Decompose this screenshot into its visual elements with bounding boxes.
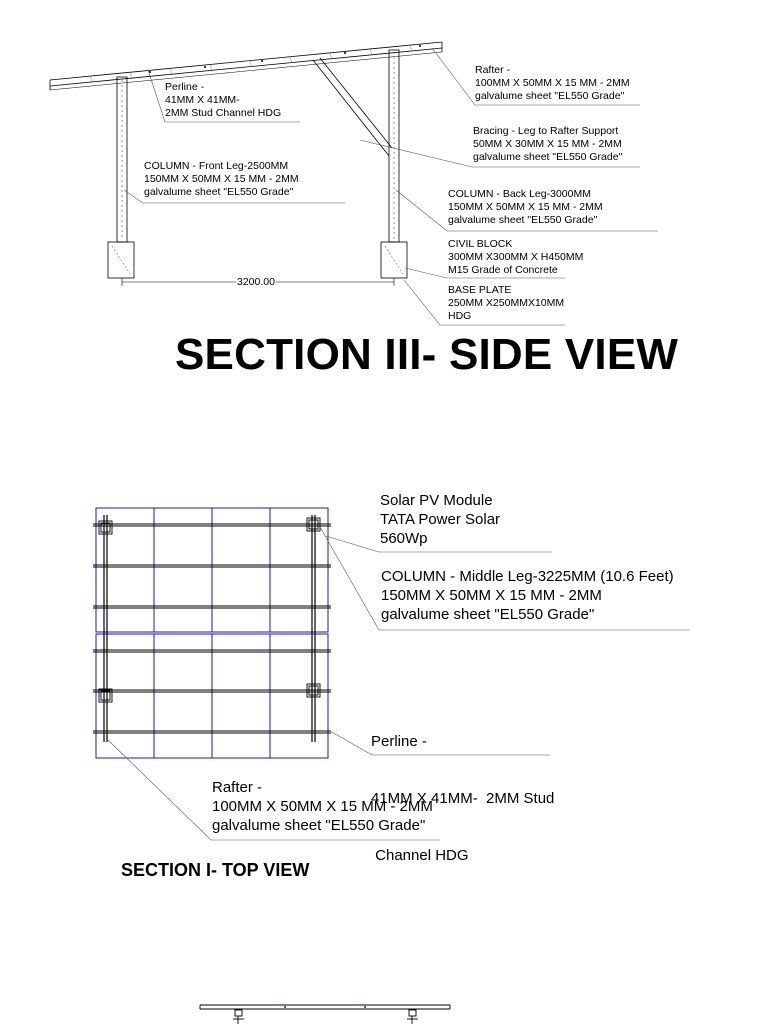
module-label xyxy=(380,491,500,548)
back-leg-label-line-3: galvalume sheet "EL550 Grade" xyxy=(448,214,598,226)
bottom-partial-structure xyxy=(200,1005,450,1024)
back-leg-label-line-2: 150MM X 50MM X 15 MM - 2MM xyxy=(448,201,603,213)
bracing-label-line-2: 50MM X 30MM X 15 MM - 2MM xyxy=(473,138,622,150)
perline-label-line-3: 2MM Stud Channel HDG xyxy=(165,107,282,119)
rafter-label-line-3: galvalume sheet "EL550 Grade" xyxy=(475,90,625,102)
front-leg-label-line-2: 150MM X 50MM X 15 MM - 2MM xyxy=(144,173,299,185)
top-perline-label-line-1: Perline - xyxy=(371,733,427,750)
perline-label-line-2: 41MM X 41MM- xyxy=(165,94,240,106)
top-perline-label-line-2: 41MM X 41MM- 2MM Stud xyxy=(371,790,555,807)
civil-block-label-line-3: M15 Grade of Concrete xyxy=(448,264,558,276)
front-leg-label xyxy=(144,160,299,199)
top-perline-label-line-3: Channel HDG xyxy=(371,847,469,864)
solar-module-grid xyxy=(96,508,328,758)
module-label-line-1: Solar PV Module xyxy=(380,492,493,509)
top-view-title: SECTION I- TOP VIEW xyxy=(121,860,310,880)
bracing-label-line-1: Bracing - Leg to Rafter Support xyxy=(473,125,619,137)
side-view-title: SECTION III- SIDE VIEW xyxy=(175,330,679,379)
rafter-label-line-2: 100MM X 50MM X 15 MM - 2MM xyxy=(475,77,630,89)
civil-block-label xyxy=(448,238,583,277)
civil-block-label-line-2: 300MM X300MM X H450MM xyxy=(448,251,584,263)
module-label-line-2: TATA Power Solar xyxy=(380,511,501,528)
top-view-structure xyxy=(93,508,331,758)
perline-label xyxy=(165,81,281,120)
bracing-member xyxy=(313,58,392,156)
top-rafter-label-line-2: 100MM X 50MM X 15 MM - 2MM xyxy=(212,798,433,815)
base-plate-label-line-1: BASE PLATE xyxy=(448,284,512,296)
top-rafter-label-line-3: galvalume sheet "EL550 Grade" xyxy=(212,817,426,834)
base-plate-label-line-2: 250MM X250MMX10MM xyxy=(448,297,565,309)
front-leg-label-line-1: COLUMN - Front Leg-2500MM xyxy=(144,160,289,172)
front-leg-label-line-3: galvalume sheet "EL550 Grade" xyxy=(144,186,294,198)
middle-leg-label-line-2: 150MM X 50MM X 15 MM - 2MM xyxy=(381,587,602,604)
base-plate-label xyxy=(448,284,564,323)
bracing-label xyxy=(473,125,622,164)
middle-leg-label xyxy=(381,567,674,624)
top-rafter-label xyxy=(212,778,433,835)
back-leg-label xyxy=(448,188,603,227)
civil-block-label-line-1: CIVIL BLOCK xyxy=(448,238,513,250)
middle-leg-label-line-1: COLUMN - Middle Leg-3225MM (10.6 Feet) xyxy=(381,568,674,585)
middle-leg-brackets xyxy=(99,518,320,702)
rafter-members xyxy=(104,515,315,742)
rafter-label xyxy=(475,64,630,103)
base-plate-label-line-3: HDG xyxy=(448,310,472,322)
perline-label-line-1: Perline - xyxy=(165,81,205,93)
middle-leg-label-line-3: galvalume sheet "EL550 Grade" xyxy=(381,606,595,623)
module-label-line-3: 560Wp xyxy=(380,530,428,547)
back-leg-label-line-1: COLUMN - Back Leg-3000MM xyxy=(448,188,591,200)
top-rafter-label-line-1: Rafter - xyxy=(212,779,263,796)
dimension-value: 3200.00 xyxy=(237,276,275,288)
bracing-label-line-3: galvalume sheet "EL550 Grade" xyxy=(473,151,623,163)
front-leg-column xyxy=(117,77,127,242)
rafter-label-line-1: Rafter - xyxy=(475,64,511,76)
